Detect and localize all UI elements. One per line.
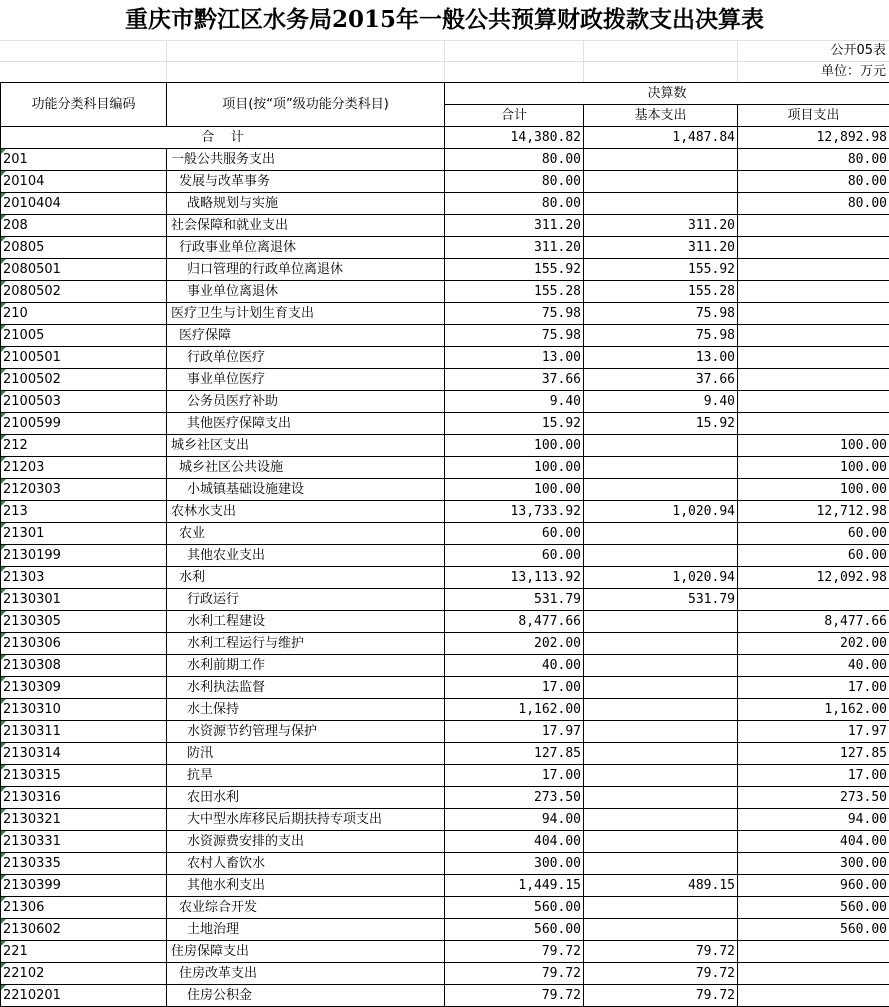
row-project: 300.00 bbox=[738, 853, 889, 875]
row-code: 21306 bbox=[1, 897, 167, 919]
row-total: 404.00 bbox=[445, 831, 584, 853]
row-name: 水利 bbox=[167, 567, 445, 589]
row-total: 560.00 bbox=[445, 919, 584, 941]
row-code: 2120303 bbox=[1, 479, 167, 501]
table-row bbox=[1, 919, 889, 941]
row-name: 一般公共服务支出 bbox=[167, 149, 445, 171]
row-code: 2130602 bbox=[1, 919, 167, 941]
row-total: 17.00 bbox=[445, 677, 584, 699]
row-code: 201 bbox=[1, 149, 167, 171]
row-code: 2130315 bbox=[1, 765, 167, 787]
row-name: 水利工程建设 bbox=[167, 611, 445, 633]
row-name: 住房保障支出 bbox=[167, 941, 445, 963]
row-basic bbox=[584, 545, 738, 567]
row-project: 560.00 bbox=[738, 919, 889, 941]
row-code: 2210201 bbox=[1, 985, 167, 1007]
row-project bbox=[738, 281, 889, 303]
report-title: 重庆市黔江区水务局2015年一般公共预算财政拨款支出决算表 bbox=[124, 6, 764, 33]
table-row bbox=[1, 303, 889, 325]
row-code: 21303 bbox=[1, 567, 167, 589]
row-code: 2130335 bbox=[1, 853, 167, 875]
row-project: 560.00 bbox=[738, 897, 889, 919]
row-name: 水利执法监督 bbox=[167, 677, 445, 699]
table-row bbox=[1, 853, 889, 875]
row-name: 行政事业单位离退休 bbox=[167, 237, 445, 259]
row-total: 80.00 bbox=[445, 149, 584, 171]
row-name: 防汛 bbox=[167, 743, 445, 765]
row-basic bbox=[584, 897, 738, 919]
row-project: 40.00 bbox=[738, 655, 889, 677]
table-row bbox=[1, 237, 889, 259]
row-total: 40.00 bbox=[445, 655, 584, 677]
table-row bbox=[1, 413, 889, 435]
row-name: 农田水利 bbox=[167, 787, 445, 809]
row-code: 20104 bbox=[1, 171, 167, 193]
row-basic bbox=[584, 171, 738, 193]
row-basic bbox=[584, 149, 738, 171]
row-project: 80.00 bbox=[738, 171, 889, 193]
row-basic: 75.98 bbox=[584, 325, 738, 347]
row-project bbox=[738, 215, 889, 237]
row-code: 2130314 bbox=[1, 743, 167, 765]
row-name: 城乡社区公共设施 bbox=[167, 457, 445, 479]
row-total: 202.00 bbox=[445, 633, 584, 655]
row-code: 21005 bbox=[1, 325, 167, 347]
row-total: 100.00 bbox=[445, 457, 584, 479]
row-basic: 79.72 bbox=[584, 941, 738, 963]
table-row bbox=[1, 281, 889, 303]
row-project: 17.00 bbox=[738, 677, 889, 699]
row-name: 住房改革支出 bbox=[167, 963, 445, 985]
form-number: 公开05表 bbox=[830, 43, 886, 58]
row-name: 土地治理 bbox=[167, 919, 445, 941]
row-code: 221 bbox=[1, 941, 167, 963]
row-basic bbox=[584, 853, 738, 875]
row-name: 水资源节约管理与保护 bbox=[167, 721, 445, 743]
row-basic: 155.92 bbox=[584, 259, 738, 281]
row-code: 2100502 bbox=[1, 369, 167, 391]
row-name: 事业单位医疗 bbox=[167, 369, 445, 391]
row-total: 155.28 bbox=[445, 281, 584, 303]
row-name: 其他医疗保障支出 bbox=[167, 413, 445, 435]
row-basic bbox=[584, 743, 738, 765]
header-row bbox=[1, 83, 889, 105]
table-row bbox=[1, 523, 889, 545]
row-name: 行政单位医疗 bbox=[167, 347, 445, 369]
row-name: 农林水支出 bbox=[167, 501, 445, 523]
row-name: 大中型水库移民后期扶持专项支出 bbox=[167, 809, 445, 831]
row-basic bbox=[584, 523, 738, 545]
table-row bbox=[1, 809, 889, 831]
row-name: 发展与改革事务 bbox=[167, 171, 445, 193]
row-basic: 1,020.94 bbox=[584, 567, 738, 589]
budget-table bbox=[0, 82, 889, 1007]
row-code: 21203 bbox=[1, 457, 167, 479]
row-code: 2080501 bbox=[1, 259, 167, 281]
row-total: 75.98 bbox=[445, 325, 584, 347]
row-project bbox=[738, 303, 889, 325]
total-project: 12,892.98 bbox=[738, 127, 889, 149]
row-basic bbox=[584, 831, 738, 853]
row-project: 17.00 bbox=[738, 765, 889, 787]
row-project: 100.00 bbox=[738, 479, 889, 501]
row-basic bbox=[584, 457, 738, 479]
row-name: 水资源费安排的支出 bbox=[167, 831, 445, 853]
row-project: 80.00 bbox=[738, 149, 889, 171]
table-row bbox=[1, 611, 889, 633]
row-basic bbox=[584, 787, 738, 809]
row-basic bbox=[584, 677, 738, 699]
row-code: 2130321 bbox=[1, 809, 167, 831]
row-code: 21301 bbox=[1, 523, 167, 545]
table-row bbox=[1, 633, 889, 655]
table-row bbox=[1, 369, 889, 391]
row-name: 公务员医疗补助 bbox=[167, 391, 445, 413]
table-row bbox=[1, 743, 889, 765]
row-project bbox=[738, 259, 889, 281]
row-basic bbox=[584, 435, 738, 457]
row-basic bbox=[584, 655, 738, 677]
row-total: 311.20 bbox=[445, 237, 584, 259]
row-code: 213 bbox=[1, 501, 167, 523]
row-total: 60.00 bbox=[445, 545, 584, 567]
row-total: 79.72 bbox=[445, 963, 584, 985]
row-total: 17.97 bbox=[445, 721, 584, 743]
table-row bbox=[1, 567, 889, 589]
row-name: 农业综合开发 bbox=[167, 897, 445, 919]
row-name: 住房公积金 bbox=[167, 985, 445, 1007]
row-total: 1,162.00 bbox=[445, 699, 584, 721]
row-project: 202.00 bbox=[738, 633, 889, 655]
table-row bbox=[1, 875, 889, 897]
row-project bbox=[738, 985, 889, 1007]
row-name: 其他农业支出 bbox=[167, 545, 445, 567]
header-item: 项目(按“项”级功能分类科目) bbox=[167, 83, 445, 127]
row-code: 2100503 bbox=[1, 391, 167, 413]
row-total: 300.00 bbox=[445, 853, 584, 875]
row-project: 60.00 bbox=[738, 545, 889, 567]
row-basic bbox=[584, 809, 738, 831]
row-project bbox=[738, 963, 889, 985]
row-code: 2100501 bbox=[1, 347, 167, 369]
row-project bbox=[738, 237, 889, 259]
table-row bbox=[1, 457, 889, 479]
row-total: 13,113.92 bbox=[445, 567, 584, 589]
row-total: 13,733.92 bbox=[445, 501, 584, 523]
row-code: 210 bbox=[1, 303, 167, 325]
row-code: 2130308 bbox=[1, 655, 167, 677]
row-project: 273.50 bbox=[738, 787, 889, 809]
table-row bbox=[1, 765, 889, 787]
table-row bbox=[1, 171, 889, 193]
header-total: 合计 bbox=[445, 105, 584, 127]
row-project: 60.00 bbox=[738, 523, 889, 545]
row-name: 医疗保障 bbox=[167, 325, 445, 347]
row-basic bbox=[584, 479, 738, 501]
row-project bbox=[738, 369, 889, 391]
table-row bbox=[1, 897, 889, 919]
total-label: 合 计 bbox=[1, 127, 445, 149]
row-code: 2130306 bbox=[1, 633, 167, 655]
row-total: 15.92 bbox=[445, 413, 584, 435]
row-total: 1,449.15 bbox=[445, 875, 584, 897]
row-code: 2130331 bbox=[1, 831, 167, 853]
row-basic: 79.72 bbox=[584, 985, 738, 1007]
row-name: 其他水利支出 bbox=[167, 875, 445, 897]
row-total: 531.79 bbox=[445, 589, 584, 611]
row-name: 战略规划与实施 bbox=[167, 193, 445, 215]
row-code: 2080502 bbox=[1, 281, 167, 303]
row-total: 79.72 bbox=[445, 985, 584, 1007]
row-code: 22102 bbox=[1, 963, 167, 985]
row-total: 9.40 bbox=[445, 391, 584, 413]
row-code: 2100599 bbox=[1, 413, 167, 435]
row-code: 2130305 bbox=[1, 611, 167, 633]
header-basic: 基本支出 bbox=[584, 105, 738, 127]
row-basic: 311.20 bbox=[584, 215, 738, 237]
row-project: 94.00 bbox=[738, 809, 889, 831]
header-code: 功能分类科目编码 bbox=[1, 83, 167, 127]
row-total: 273.50 bbox=[445, 787, 584, 809]
row-name: 农村人畜饮水 bbox=[167, 853, 445, 875]
row-code: 2130399 bbox=[1, 875, 167, 897]
table-row bbox=[1, 149, 889, 171]
row-basic: 531.79 bbox=[584, 589, 738, 611]
table-row bbox=[1, 963, 889, 985]
row-code: 2130316 bbox=[1, 787, 167, 809]
row-total: 8,477.66 bbox=[445, 611, 584, 633]
row-basic bbox=[584, 193, 738, 215]
table-row bbox=[1, 985, 889, 1007]
header-project: 项目支出 bbox=[738, 105, 889, 127]
total-row bbox=[1, 127, 889, 149]
table-row bbox=[1, 435, 889, 457]
row-basic: 155.28 bbox=[584, 281, 738, 303]
table-row bbox=[1, 391, 889, 413]
row-name: 事业单位离退休 bbox=[167, 281, 445, 303]
row-name: 行政运行 bbox=[167, 589, 445, 611]
row-project: 100.00 bbox=[738, 435, 889, 457]
row-code: 2010404 bbox=[1, 193, 167, 215]
table-row bbox=[1, 655, 889, 677]
row-total: 79.72 bbox=[445, 941, 584, 963]
row-name: 归口管理的行政单位离退休 bbox=[167, 259, 445, 281]
row-basic: 37.66 bbox=[584, 369, 738, 391]
row-basic bbox=[584, 633, 738, 655]
row-basic bbox=[584, 919, 738, 941]
row-basic: 489.15 bbox=[584, 875, 738, 897]
header-group: 决算数 bbox=[445, 83, 889, 105]
row-total: 100.00 bbox=[445, 479, 584, 501]
row-name: 社会保障和就业支出 bbox=[167, 215, 445, 237]
row-project: 404.00 bbox=[738, 831, 889, 853]
total-total: 14,380.82 bbox=[445, 127, 584, 149]
row-code: 208 bbox=[1, 215, 167, 237]
table-row bbox=[1, 721, 889, 743]
row-project: 12,092.98 bbox=[738, 567, 889, 589]
row-basic: 13.00 bbox=[584, 347, 738, 369]
row-code: 2130301 bbox=[1, 589, 167, 611]
table-row bbox=[1, 699, 889, 721]
row-total: 17.00 bbox=[445, 765, 584, 787]
row-total: 37.66 bbox=[445, 369, 584, 391]
table-row bbox=[1, 479, 889, 501]
row-basic bbox=[584, 765, 738, 787]
row-name: 农业 bbox=[167, 523, 445, 545]
table-row bbox=[1, 677, 889, 699]
unit-label: 单位：万元 bbox=[820, 64, 886, 79]
row-code: 212 bbox=[1, 435, 167, 457]
row-basic: 79.72 bbox=[584, 963, 738, 985]
row-total: 155.92 bbox=[445, 259, 584, 281]
row-project: 8,477.66 bbox=[738, 611, 889, 633]
row-basic bbox=[584, 611, 738, 633]
row-project bbox=[738, 347, 889, 369]
row-code: 20805 bbox=[1, 237, 167, 259]
row-code: 2130310 bbox=[1, 699, 167, 721]
table-row bbox=[1, 831, 889, 853]
table-row bbox=[1, 545, 889, 567]
row-basic: 9.40 bbox=[584, 391, 738, 413]
table-row bbox=[1, 215, 889, 237]
row-basic: 311.20 bbox=[584, 237, 738, 259]
row-total: 560.00 bbox=[445, 897, 584, 919]
row-basic bbox=[584, 721, 738, 743]
row-code: 2130199 bbox=[1, 545, 167, 567]
row-total: 127.85 bbox=[445, 743, 584, 765]
row-project: 127.85 bbox=[738, 743, 889, 765]
row-name: 水利前期工作 bbox=[167, 655, 445, 677]
table-row bbox=[1, 589, 889, 611]
row-project bbox=[738, 589, 889, 611]
row-name: 抗旱 bbox=[167, 765, 445, 787]
row-project bbox=[738, 941, 889, 963]
row-total: 94.00 bbox=[445, 809, 584, 831]
row-project: 17.97 bbox=[738, 721, 889, 743]
row-total: 13.00 bbox=[445, 347, 584, 369]
table-row bbox=[1, 325, 889, 347]
row-total: 100.00 bbox=[445, 435, 584, 457]
row-project: 80.00 bbox=[738, 193, 889, 215]
row-total: 75.98 bbox=[445, 303, 584, 325]
table-row bbox=[1, 941, 889, 963]
row-project: 960.00 bbox=[738, 875, 889, 897]
row-code: 2130309 bbox=[1, 677, 167, 699]
row-total: 80.00 bbox=[445, 193, 584, 215]
row-name: 水利工程运行与维护 bbox=[167, 633, 445, 655]
row-project bbox=[738, 391, 889, 413]
row-project bbox=[738, 325, 889, 347]
row-basic bbox=[584, 699, 738, 721]
table-row bbox=[1, 193, 889, 215]
table-row bbox=[1, 259, 889, 281]
row-name: 水土保持 bbox=[167, 699, 445, 721]
row-name: 城乡社区支出 bbox=[167, 435, 445, 457]
table-row bbox=[1, 787, 889, 809]
row-basic: 75.98 bbox=[584, 303, 738, 325]
row-total: 60.00 bbox=[445, 523, 584, 545]
row-project: 12,712.98 bbox=[738, 501, 889, 523]
table-row bbox=[1, 501, 889, 523]
row-name: 医疗卫生与计划生育支出 bbox=[167, 303, 445, 325]
table-row bbox=[1, 347, 889, 369]
row-name: 小城镇基础设施建设 bbox=[167, 479, 445, 501]
row-total: 80.00 bbox=[445, 171, 584, 193]
row-total: 311.20 bbox=[445, 215, 584, 237]
total-basic: 1,487.84 bbox=[584, 127, 738, 149]
row-project: 1,162.00 bbox=[738, 699, 889, 721]
row-basic: 1,020.94 bbox=[584, 501, 738, 523]
row-code: 2130311 bbox=[1, 721, 167, 743]
row-project bbox=[738, 413, 889, 435]
row-project: 100.00 bbox=[738, 457, 889, 479]
row-basic: 15.92 bbox=[584, 413, 738, 435]
